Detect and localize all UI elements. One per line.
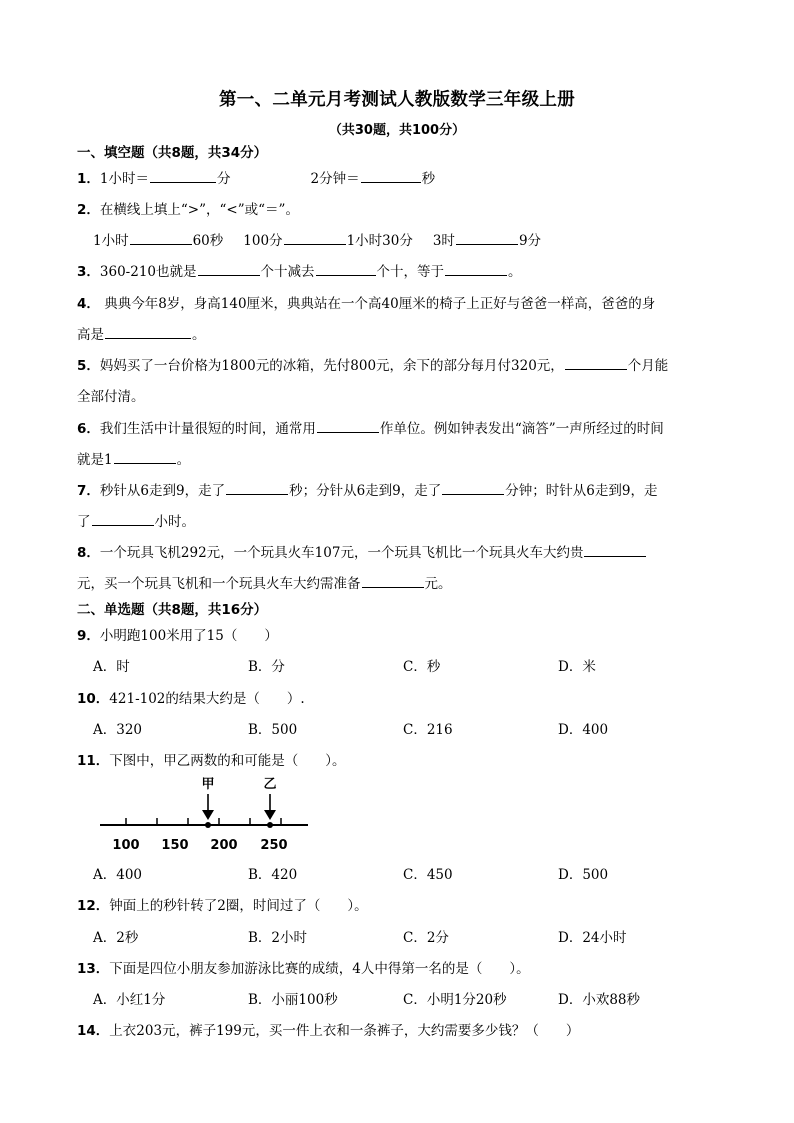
marker-jia-label: 甲: [201, 777, 215, 792]
option-d[interactable]: D．400: [558, 722, 609, 738]
question-11: 11．下图中，甲乙两数的和可能是（ ）。: [77, 753, 346, 769]
answer-blank[interactable]: [114, 462, 176, 464]
question-number: 13．: [77, 961, 110, 977]
question-13: 13．下面是四位小朋友参加游泳比赛的成绩，4人中得第一名的是（ ）。: [77, 961, 530, 977]
option-c[interactable]: C．秒: [403, 659, 441, 675]
answer-blank[interactable]: [92, 524, 154, 526]
question-5: 5．妈妈买了一台价格为1800元的冰箱，先付800元，余下的部分每月付320元， 个月能: [77, 358, 669, 374]
question-number: 6．: [77, 421, 100, 437]
question-10: 10．421-102的结果大约是（ ）.: [77, 691, 305, 707]
page-title: 第一、二单元月考测试人教版数学三年级上册: [219, 90, 575, 110]
question-number: 9．: [77, 628, 100, 644]
option-b[interactable]: B．500: [248, 722, 298, 738]
answer-blank[interactable]: [284, 243, 346, 245]
down-arrow-icon: [202, 810, 214, 820]
option-b[interactable]: B．小丽100秒: [248, 992, 338, 1008]
answer-blank[interactable]: [361, 181, 421, 183]
page-subtitle: （共30题，共100分）: [328, 123, 466, 138]
question-number: 8．: [77, 545, 100, 561]
answer-blank[interactable]: [130, 243, 192, 245]
question-7-cont: 了 小时。: [77, 514, 195, 530]
question-number: 14．: [77, 1023, 110, 1039]
question-3: 3．360-210也就是 个十减去 个十，等于 。: [77, 264, 522, 280]
option-c[interactable]: C．2分: [403, 930, 449, 946]
option-a[interactable]: A．400: [93, 867, 143, 883]
question-6: 6．我们生活中计量很短的时间，通常用 作单位。例如钟表发出“滴答”一声所经过的时间: [77, 421, 664, 437]
answer-blank[interactable]: [362, 586, 424, 588]
tick-label: 250: [260, 838, 288, 853]
answer-blank[interactable]: [226, 493, 288, 495]
tick-label: 150: [161, 838, 189, 853]
section-fill-blank: 一、填空题（共8题，共34分）: [77, 145, 268, 161]
option-c[interactable]: C．小明1分20秒: [403, 992, 507, 1008]
question-9: 9．小明跑100米用了15（ ）: [77, 628, 278, 644]
answer-blank[interactable]: [445, 274, 507, 276]
point-yi: [267, 822, 273, 828]
question-4-cont: 高是 。: [77, 327, 206, 343]
question-number: 12．: [77, 898, 110, 914]
question-number: 7．: [77, 483, 100, 499]
answer-blank[interactable]: [584, 555, 646, 557]
question-number: 5．: [77, 358, 100, 374]
question-6-cont: 就是1 。: [77, 452, 191, 468]
question-number: 3．: [77, 264, 100, 280]
answer-blank[interactable]: [456, 243, 518, 245]
option-a[interactable]: A．320: [93, 722, 143, 738]
question-12: 12．钟面上的秒针转了2圈，时间过了（ ）。: [77, 898, 368, 914]
question-8: 8．一个玩具飞机292元，一个玩具火车107元，一个玩具飞机比一个玩具火车大约贵: [77, 541, 647, 561]
question-number: 2．: [77, 202, 100, 218]
number-line-figure: [96, 770, 312, 854]
option-c[interactable]: C．216: [403, 722, 453, 738]
answer-blank[interactable]: [442, 493, 504, 495]
section-single-choice: 二、单选题（共8题，共16分）: [77, 602, 268, 618]
question-2-items: 1小时 60秒 100分 1小时30分 3时 9分: [93, 233, 542, 249]
question-7: 7．秒针从6走到9，走了 秒；分针从6走到9，走了 分钟；时针从6走到9，走: [77, 483, 658, 499]
option-a[interactable]: A．2秒: [93, 930, 139, 946]
option-a[interactable]: A．小红1分: [93, 992, 166, 1008]
question-2: 2．在横线上填上“>”，“<”或“＝”。: [77, 202, 299, 218]
option-d[interactable]: D．24小时: [558, 930, 627, 946]
question-5-cont: 全部付清。: [77, 389, 145, 405]
question-14: 14．上衣203元，裤子199元，买一件上衣和一条裤子，大约需要多少钱？（ ）: [77, 1023, 580, 1039]
answer-blank[interactable]: [316, 274, 376, 276]
down-arrow-icon: [264, 810, 276, 820]
point-jia: [205, 822, 211, 828]
option-d[interactable]: D．小欢88秒: [558, 992, 641, 1008]
tick-label: 100: [112, 838, 140, 853]
answer-blank[interactable]: [317, 431, 379, 433]
option-b[interactable]: B．分: [248, 659, 285, 675]
marker-yi-label: 乙: [263, 777, 277, 792]
answer-blank[interactable]: [565, 368, 627, 370]
question-8-cont: 元，买一个玩具飞机和一个玩具火车大约需准备 元。: [77, 576, 452, 592]
question-4: 4． 典典今年8岁，身高140厘米，典典站在一个高40厘米的椅子上正好与爸爸一样高，爸爸的身: [77, 296, 656, 312]
answer-blank[interactable]: [150, 181, 216, 183]
question-number: 10．: [77, 691, 110, 707]
answer-blank[interactable]: [105, 337, 191, 339]
option-d[interactable]: D．米: [558, 659, 596, 675]
question-number: 1．: [77, 171, 100, 187]
question-number: 4．: [77, 296, 100, 312]
question-number: 11．: [77, 753, 110, 769]
option-d[interactable]: D．500: [558, 867, 609, 883]
option-a[interactable]: A．时: [93, 659, 130, 675]
question-1: 1．1小时＝ 分 2分钟＝ 秒: [77, 171, 436, 187]
option-c[interactable]: C．450: [403, 867, 453, 883]
tick-label: 200: [210, 838, 238, 853]
option-b[interactable]: B．420: [248, 867, 298, 883]
option-b[interactable]: B．2小时: [248, 930, 308, 946]
answer-blank[interactable]: [198, 274, 260, 276]
